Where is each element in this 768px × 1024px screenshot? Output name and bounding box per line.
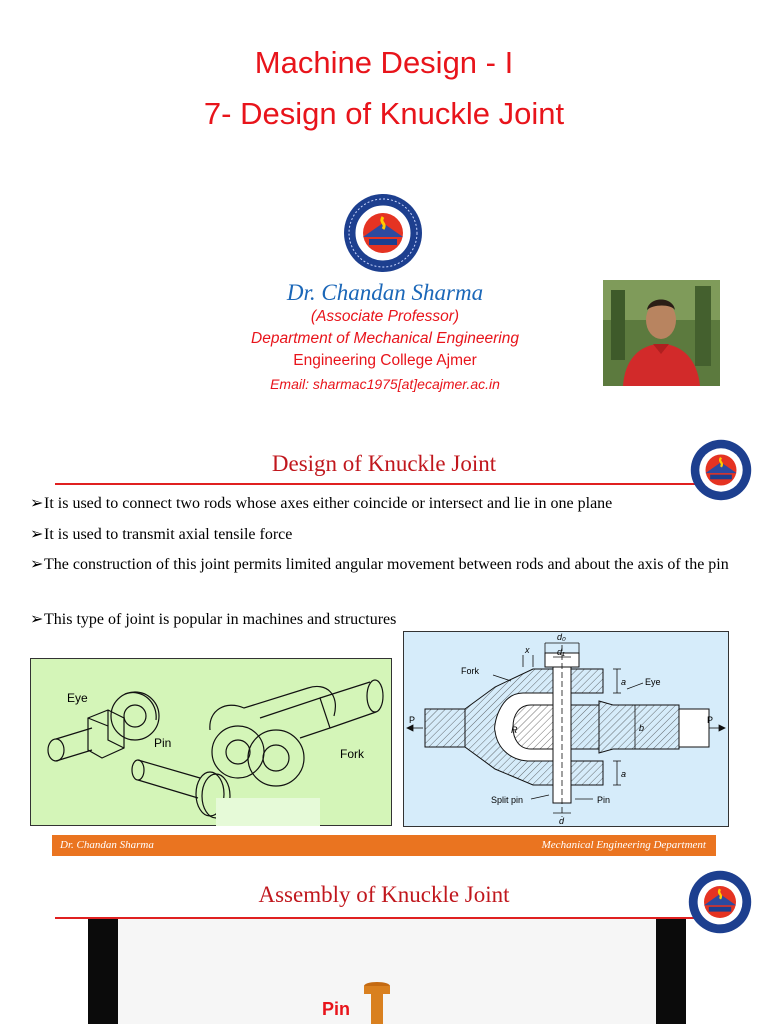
label-p-right: P: [707, 715, 714, 725]
lecture-title: 7- Design of Knuckle Joint: [203, 96, 565, 131]
pin-graphic-icon: [362, 981, 392, 1024]
label-x: x: [525, 645, 530, 655]
bullet-item: ➢The construction of this joint permits limited angular movement between rods and about the axis of the pin: [30, 556, 729, 573]
label-pin: Pin: [154, 736, 172, 750]
label-b: b: [639, 723, 645, 733]
author-photo: [603, 280, 720, 386]
design-slide: [0, 425, 768, 860]
label-d: d: [559, 816, 565, 826]
course-title: Machine Design - I: [254, 45, 514, 80]
title-slide: [0, 0, 768, 425]
author-department: Department of Mechanical Engineering: [251, 330, 519, 347]
label-fork: Fork: [340, 747, 364, 761]
bullet-item: ➢This type of joint is popular in machines and structures: [30, 611, 397, 628]
label-split-pin: Split pin: [491, 795, 524, 805]
slide-footer: [52, 835, 716, 856]
label-d0: d₀: [557, 632, 566, 642]
author-college: Engineering College Ajmer: [293, 352, 477, 369]
label-a-bottom: a: [621, 769, 627, 779]
bullet-item: ➢It is used to transmit axial tensile force: [30, 526, 293, 543]
author-name: Dr. Chandan Sharma: [286, 280, 484, 305]
heading-underline: [55, 483, 695, 485]
slide-heading: Design of Knuckle Joint: [271, 451, 497, 476]
college-logo-icon: [343, 193, 423, 273]
college-logo-icon: [688, 870, 752, 934]
label-r: R: [511, 725, 518, 735]
knuckle-parts-figure: [30, 658, 392, 826]
college-logo-icon: [690, 439, 752, 501]
assembly-slide: [0, 862, 768, 1024]
label-a-top: a: [621, 677, 627, 687]
author-email: Email: sharmac1975[at]ecajmer.ac.in: [270, 376, 500, 392]
label-eye: Eye: [67, 691, 88, 705]
label-p-left: P: [409, 715, 416, 725]
label-eye: Eye: [645, 677, 661, 687]
footer-department: Mechanical Engineering Department: [541, 839, 706, 851]
knuckle-section-figure: [403, 631, 729, 827]
label-fork: Fork: [461, 666, 479, 676]
label-pin: Pin: [597, 795, 611, 805]
pin-label: Pin: [322, 999, 351, 1019]
footer-author: Dr. Chandan Sharma: [60, 839, 154, 851]
author-designation: (Associate Professor): [310, 308, 460, 325]
label-d1: d₁: [557, 647, 565, 657]
bullet-item: ➢It is used to connect two rods whose axes either coincide or intersect and lie in one plane: [30, 495, 613, 512]
slide-heading: Assembly of Knuckle Joint: [258, 882, 510, 907]
